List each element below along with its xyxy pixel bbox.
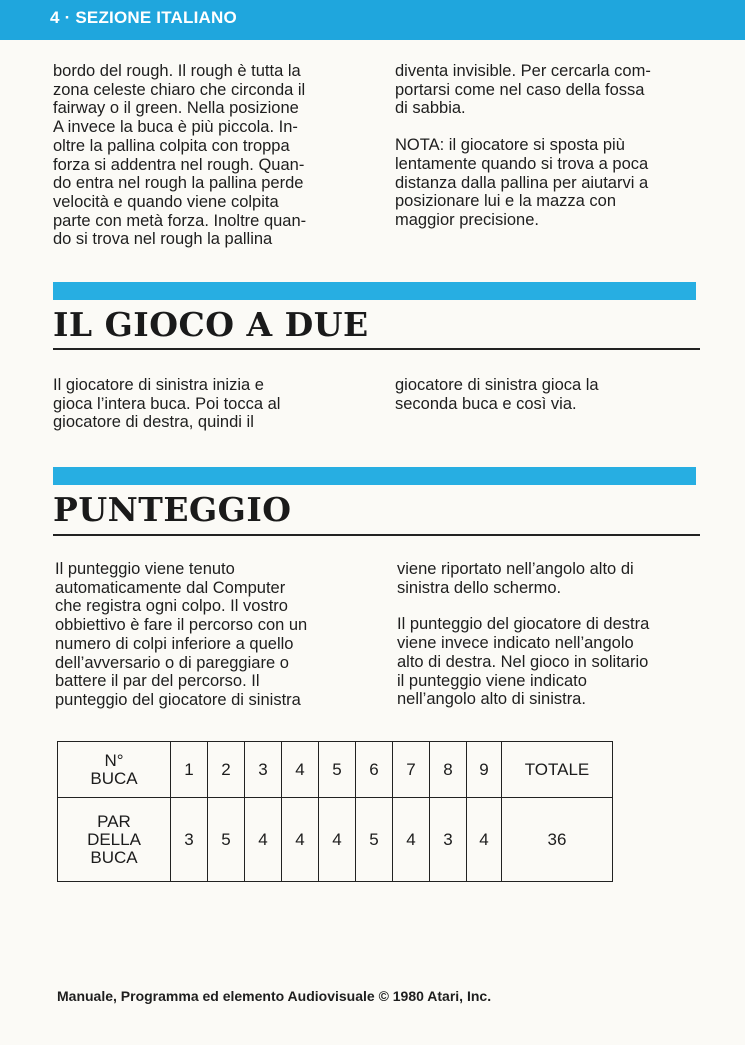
intro-right-column	[395, 62, 705, 230]
text-line: gioca l’intera buca. Poi tocca al	[53, 394, 281, 413]
par-header	[58, 798, 171, 882]
text-line: nell’angolo alto di sinistra.	[397, 690, 586, 709]
text-line: numero di colpi inferiore a quello	[55, 634, 294, 653]
hole-cell: 5	[319, 742, 356, 798]
text-line: viene invece indicato nell’angolo	[397, 634, 634, 653]
text-line: obbiettivo è fare il percorso con un	[55, 616, 308, 635]
total-par-cell: 36	[502, 798, 613, 882]
text-line: punteggio del giocatore di sinistra	[55, 690, 301, 709]
section-stripe-score	[53, 467, 696, 485]
text-line: do si trova nel rough la pallina	[53, 230, 273, 249]
section-rule-two-player	[53, 348, 700, 350]
text-line: Il giocatore di sinistra inizia e	[53, 376, 264, 394]
hole-cell: 4	[282, 742, 319, 798]
hole-cell: 8	[430, 742, 467, 798]
hole-cell: 1	[171, 742, 208, 798]
two-player-right-column	[395, 376, 705, 413]
text-line: viene riportato nell’angolo alto di	[397, 560, 634, 578]
text-line: giocatore di sinistra gioca la	[395, 376, 599, 394]
text-line: parte con metà forza. Inoltre quan-	[53, 211, 307, 230]
text-line: alto di destra. Nel gioco in solitario	[397, 652, 649, 671]
text-line: BUCA	[90, 768, 138, 788]
text-line: distanza dalla pallina per aiutarvi a	[395, 173, 649, 192]
text-line: BUCA	[90, 847, 138, 867]
par-cell: 4	[393, 798, 430, 882]
text-line: seconda buca e così via.	[395, 394, 577, 413]
text-line: portarsi come nel caso della fossa	[395, 80, 645, 99]
text-line: forza si addentra nel rough. Quan-	[53, 155, 305, 174]
text-line: do entra nel rough la pallina perde	[53, 174, 304, 193]
par-cell: 3	[430, 798, 467, 882]
text-line: battere il par del percorso. Il	[55, 672, 260, 691]
section-stripe-two-player	[53, 282, 696, 300]
text-line: Il punteggio del giocatore di destra	[397, 615, 650, 634]
par-cell: 4	[319, 798, 356, 882]
two-player-left-column	[53, 376, 373, 432]
text-line: bordo del rough. Il rough è tutta la	[53, 62, 301, 80]
text-line: sinistra dello schermo.	[397, 578, 562, 597]
score-left-column	[55, 560, 375, 710]
table-row-par	[58, 798, 613, 882]
text-line: il punteggio viene indicato	[397, 671, 587, 690]
hole-cell: 2	[208, 742, 245, 798]
two-player-right-paragraph	[395, 376, 705, 413]
text-line: oltre la pallina colpita con troppa	[53, 136, 290, 155]
text-line: velocità e quando viene colpita	[53, 192, 279, 211]
par-cell: 3	[171, 798, 208, 882]
two-player-left-paragraph	[53, 376, 373, 432]
score-right-column	[397, 560, 707, 709]
text-line: diventa invisible. Per cercarla com-	[395, 62, 651, 80]
copyright-footer: Manuale, Programma ed elemento Audiovisuale © 1980 Atari, Inc.	[57, 988, 492, 1004]
score-right-paragraph-1	[397, 560, 707, 597]
hole-cell: 6	[356, 742, 393, 798]
text-line: maggior precisione.	[395, 210, 539, 229]
intro-right-paragraph-2	[395, 136, 705, 230]
par-cell: 4	[245, 798, 282, 882]
hole-cell: 7	[393, 742, 430, 798]
hole-cell: 3	[245, 742, 282, 798]
score-right-paragraph-2	[397, 615, 707, 709]
score-left-paragraph	[55, 560, 375, 710]
hole-number-header	[58, 742, 171, 798]
text-line: posizionare lui e la mazza con	[395, 192, 617, 211]
section-rule-score	[53, 534, 700, 536]
text-line: che registra ogni colpo. Il vostro	[55, 597, 288, 616]
par-table	[57, 741, 613, 882]
text-line: A invece la buca è più piccola. In-	[53, 118, 298, 137]
text-line: dell’avversario o di pareggiare o	[55, 653, 289, 672]
page-header-title: 4 · SEZIONE ITALIANO	[50, 8, 237, 27]
text-line: NOTA: il giocatore si sposta più	[395, 136, 625, 155]
par-cell: 4	[282, 798, 319, 882]
text-line: giocatore di destra, quindi il	[53, 413, 254, 432]
text-line: zona celeste chiaro che circonda il	[53, 80, 306, 99]
par-cell: 4	[467, 798, 502, 882]
text-line: N°	[104, 750, 124, 770]
intro-left-column	[53, 62, 373, 249]
text-line: lentamente quando si trova a poca	[395, 154, 649, 173]
total-header: TOTALE	[502, 742, 613, 798]
intro-left-paragraph	[53, 62, 373, 249]
section-title-score: PUNTEGGIO	[53, 490, 292, 529]
intro-right-paragraph-1	[395, 62, 705, 118]
text-line: PAR	[97, 811, 131, 831]
par-cell: 5	[356, 798, 393, 882]
par-cell: 5	[208, 798, 245, 882]
text-line: DELLA	[87, 829, 141, 849]
section-title-two-player: IL GIOCO A DUE	[53, 305, 369, 344]
text-line: di sabbia.	[395, 99, 466, 118]
table-row-holes	[58, 742, 613, 798]
text-line: fairway o il green. Nella posizione	[53, 99, 299, 118]
text-line: automaticamente dal Computer	[55, 578, 286, 597]
text-line: Il punteggio viene tenuto	[55, 560, 235, 578]
hole-cell: 9	[467, 742, 502, 798]
